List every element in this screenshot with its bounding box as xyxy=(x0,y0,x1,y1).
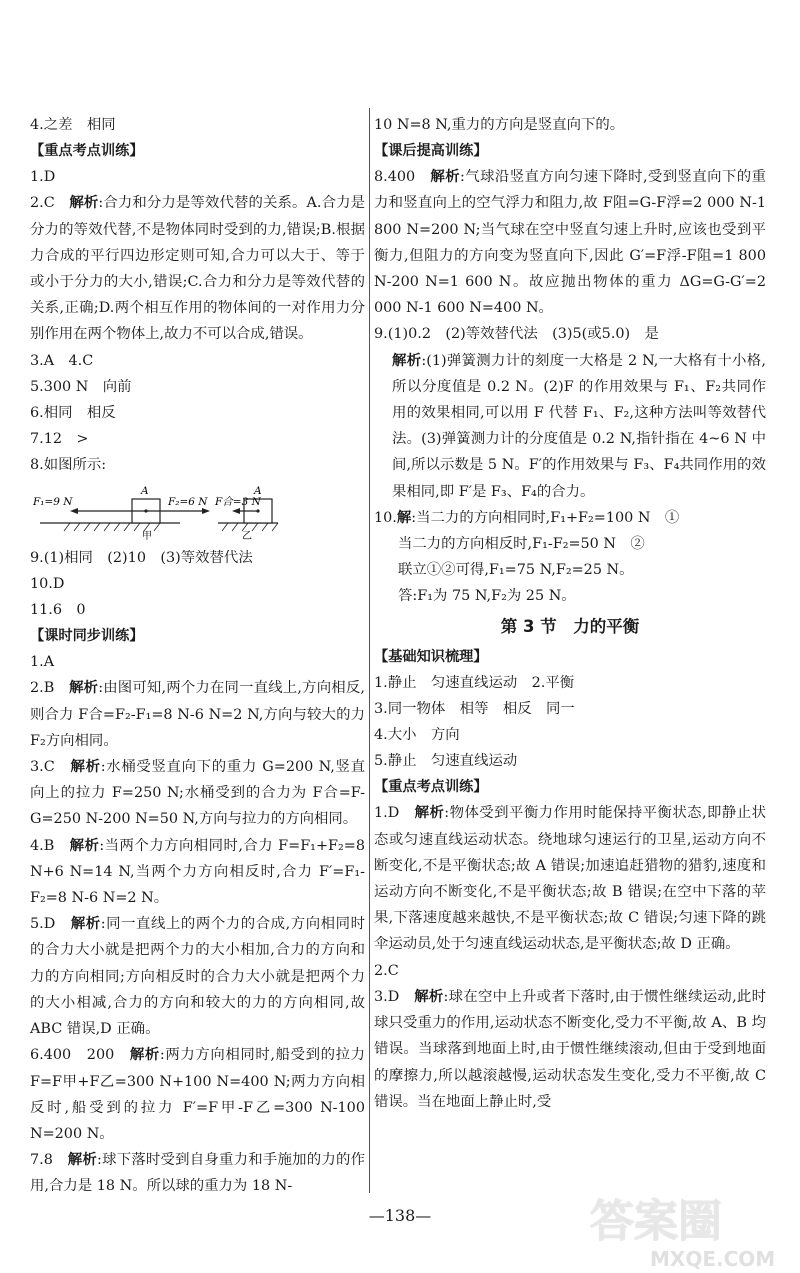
explanation-keyword: 解析 xyxy=(69,680,99,697)
answer-number: 1.D xyxy=(374,805,400,822)
explanation-keyword: 解析 xyxy=(414,805,445,822)
left-column xyxy=(30,112,365,1200)
explanation-keyword: 解析 xyxy=(430,169,461,186)
answer-explanation xyxy=(374,348,766,505)
explanation-keyword: 解析 xyxy=(69,195,99,212)
watermark-logo xyxy=(560,1188,796,1272)
answer-number: 10. xyxy=(374,509,397,526)
explanation-text: :球在空中上升或者下落时,由于惯性继续运动,此时球只受重力的作用,运动状态不断变化,受力不平衡,故 A、B 均错误。当球落到地面上时,由于惯性继续滚动,但由于受到地面的摩擦力,所以越滚越慢,运动状态发生变化,受力不平衡,故 C 错误。当在地面上静止时,受 xyxy=(374,988,766,1110)
section-title: 【课时同步训练】 xyxy=(30,628,144,645)
lesson-heading: 第 3 节 力的平衡 xyxy=(500,616,640,636)
section-title: 【重点考点训练】 xyxy=(374,779,488,796)
diagram-jia xyxy=(32,485,210,541)
solution-line: 联立①②可得,F₁=75 N,F₂=25 N。 xyxy=(398,562,634,579)
diagram-yi xyxy=(214,485,278,541)
answer-line: 1.D xyxy=(30,169,56,186)
page-number: —138— xyxy=(368,1206,432,1225)
answer-line: 5.静止 匀速直线运动 xyxy=(374,753,518,770)
answer-number: 8.400 xyxy=(374,169,416,186)
section-title: 【基础知识梳理】 xyxy=(374,648,488,665)
section-title: 【重点考点训练】 xyxy=(30,143,144,160)
explanation-text: :球下落时受到自身重力和手施加的力的作用,合力是 18 N。所以球的重力为 18 N- xyxy=(30,1152,365,1195)
answer-line: 5.300 N 向前 xyxy=(30,378,132,395)
section-title: 【课后提高训练】 xyxy=(374,143,488,160)
block-label-a: A xyxy=(141,484,149,497)
force-label-f2: F₂=6 N xyxy=(168,495,208,508)
solution-keyword: 解 xyxy=(396,509,412,526)
answer-line: 1.静止 匀速直线运动 2.平衡 xyxy=(374,674,575,691)
answer-number: 2.B xyxy=(30,680,55,697)
solution-line: 答:F₁为 75 N,F₂为 25 N。 xyxy=(398,588,576,605)
explanation-keyword: 解析 xyxy=(70,916,101,933)
solution-line xyxy=(374,505,766,531)
answer-line: 6.相同 相反 xyxy=(30,405,116,422)
block-label-a2: A xyxy=(254,484,262,497)
answer-line: 4.大小 方向 xyxy=(374,727,460,744)
answer-line: 3.同一物体 相等 相反 同一 xyxy=(374,700,575,717)
answer-line: 4.之差 相同 xyxy=(30,117,116,133)
answer-number: 2.C xyxy=(30,195,55,212)
answer-line: 9.(1)0.2 (2)等效替代法 (3)5(或5.0) 是 xyxy=(374,326,659,343)
explanation-text: :气球沿竖直方向匀速下降时,受到竖直向下的重力和竖直向上的空气浮力和阻力,故 F阻=G-F浮=2 000 N-1 800 N=200 N;当气球在空中竖直匀速上升时,应该也受到平衡力,但阻力的方向变为竖直向下,因此 G′=F浮-F阻=1 800 N-200 N=1 600 N。故应抛出物体的重力 ΔG=G-G′=2 000 N-1 600 N=400 N。 xyxy=(374,169,766,317)
continuation-line: 10 N=8 N,重力的方向是竖直向下的。 xyxy=(374,117,625,133)
explanation-text: :物体受到平衡力作用时能保持平衡状态,即静止状态或匀速直线运动状态。绕地球匀速运行的卫星,运动方向不断变化,不是平衡状态;故 A 错误;加速追赶猎物的猎豹,速度和运动方向不断变化,不是平衡状态;故 B 错误;在空中下落的苹果,下落速度越来越快,不是平衡状态;故 C 错误;匀速下降的跳伞运动员,处于匀速直线运动状态,是平衡状态;故 D 正确。 xyxy=(374,805,766,953)
answer-line: 11.6 0 xyxy=(30,602,86,619)
solution-line: 当二力的方向相反时,F₁-F₂=50 N ② xyxy=(398,536,645,553)
answer-line: 7.12 > xyxy=(30,431,89,448)
explanation-text: :同一直线上的两个力的合成,方向相同时的合力大小就是把两个力的大小相加,合力的方向和力的方向相同;方向相反时的合力大小就是把两个力的大小相减,合力的方向和较大的力的方向相同,故 ABC 错误,D 正确。 xyxy=(30,916,365,1038)
label-yi: 乙 xyxy=(242,530,252,541)
label-jia: 甲 xyxy=(142,530,152,541)
answer-line: 3.A 4.C xyxy=(30,352,94,369)
explanation-keyword: 解析 xyxy=(414,988,444,1005)
right-column xyxy=(374,112,766,1115)
answer-explanation xyxy=(30,911,365,1042)
explanation-keyword: 解析 xyxy=(392,352,422,369)
force-diagram xyxy=(30,481,280,541)
answer-explanation xyxy=(30,1147,365,1199)
answer-number: 5.D xyxy=(30,916,56,933)
force-label-fhe: F合=3 N xyxy=(215,495,261,508)
explanation-text: :水桶受竖直向下的重力 G=200 N,竖直向上的拉力 F=250 N;水桶受到的合力为 F合=F-G=250 N-200 N=50 N,方向与拉力的方向相同。 xyxy=(30,759,365,828)
solution-text: :当二力的方向相同时,F₁+F₂=100 N ① xyxy=(411,509,680,526)
answer-line: 1.A xyxy=(30,654,55,671)
explanation-text: :由图可知,两个力在同一直线上,方向相反,则合力 F合=F₂-F₁=8 N-6 N=2 N,方向与较大的力 F₂方向相同。 xyxy=(30,680,365,749)
column-divider xyxy=(369,108,370,1193)
answer-explanation xyxy=(30,1042,365,1147)
answer-explanation xyxy=(30,675,365,754)
explanation-keyword: 解析 xyxy=(69,837,100,854)
svg-text:答案圈: 答案圈 xyxy=(590,1196,722,1247)
answer-number: 3.C xyxy=(30,759,55,776)
answer-number: 4.B xyxy=(30,837,55,854)
explanation-keyword: 解析 xyxy=(70,759,101,776)
answer-explanation xyxy=(30,833,365,912)
answer-explanation xyxy=(30,754,365,833)
explanation-keyword: 解析 xyxy=(129,1047,160,1064)
answer-explanation xyxy=(374,164,766,321)
svg-text:MXQE.COM: MXQE.COM xyxy=(650,1247,776,1271)
explanation-keyword: 解析 xyxy=(67,1152,97,1169)
answer-explanation xyxy=(374,984,766,1115)
answer-number: 3.D xyxy=(374,988,400,1005)
answer-line: 8.如图所示: xyxy=(30,457,107,474)
force-label-f1: F₁=9 N xyxy=(33,495,73,508)
answer-explanation xyxy=(30,190,365,347)
answer-number: 6.400 200 xyxy=(30,1047,115,1064)
explanation-text: :合力和分力是等效代替的关系。A.合力是分力的等效代替,不是物体同时受到的力,错误;B.根据力合成的平行四边形定则可知,合力可以大于、等于或小于分力的大小,错误;C.合力和分力是等效代替的关系,正确;D.两个相互作用的物体间的一对作用力分别作用在两个物体上,故力不可以合成,错误。 xyxy=(30,195,365,343)
explanation-text: :两力方向相同时,船受到的拉力 F=F甲+F乙=300 N+100 N=400 N;两力方向相反时,船受到的拉力 F′=F甲-F乙=300 N-100 N=200 N。 xyxy=(30,1047,365,1142)
explanation-text: :(1)弹簧测力计的刻度一大格是 2 N,一大格有十小格,所以分度值是 0.2 N。(2)F 的作用效果与 F₁、F₂共同作用的效果相同,可以用 F 代替 F₁、F₂,这种方法叫等效替代法。(3)弹簧测力计的分度值是 0.2 N,指针指在 4~6 N 中间,所以示数是 5 N。F′的作用效果与 F₃、F₄共同作用的效果相同,即 F′是 F₃、F₄的合力。 xyxy=(392,352,766,500)
answer-number: 7.8 xyxy=(30,1152,53,1169)
explanation-text: :当两个力方向相同时,合力 F=F₁+F₂=8 N+6 N=14 N,当两个力方向相反时,合力 F′=F₁-F₂=8 N-6 N=2 N。 xyxy=(30,837,365,907)
answer-line: 10.D xyxy=(30,575,65,592)
answer-line: 2.C xyxy=(374,962,399,979)
answer-line: 9.(1)相同 (2)10 (3)等效替代法 xyxy=(30,549,253,566)
force-diagram-figure xyxy=(30,481,365,541)
answer-explanation xyxy=(374,800,766,957)
